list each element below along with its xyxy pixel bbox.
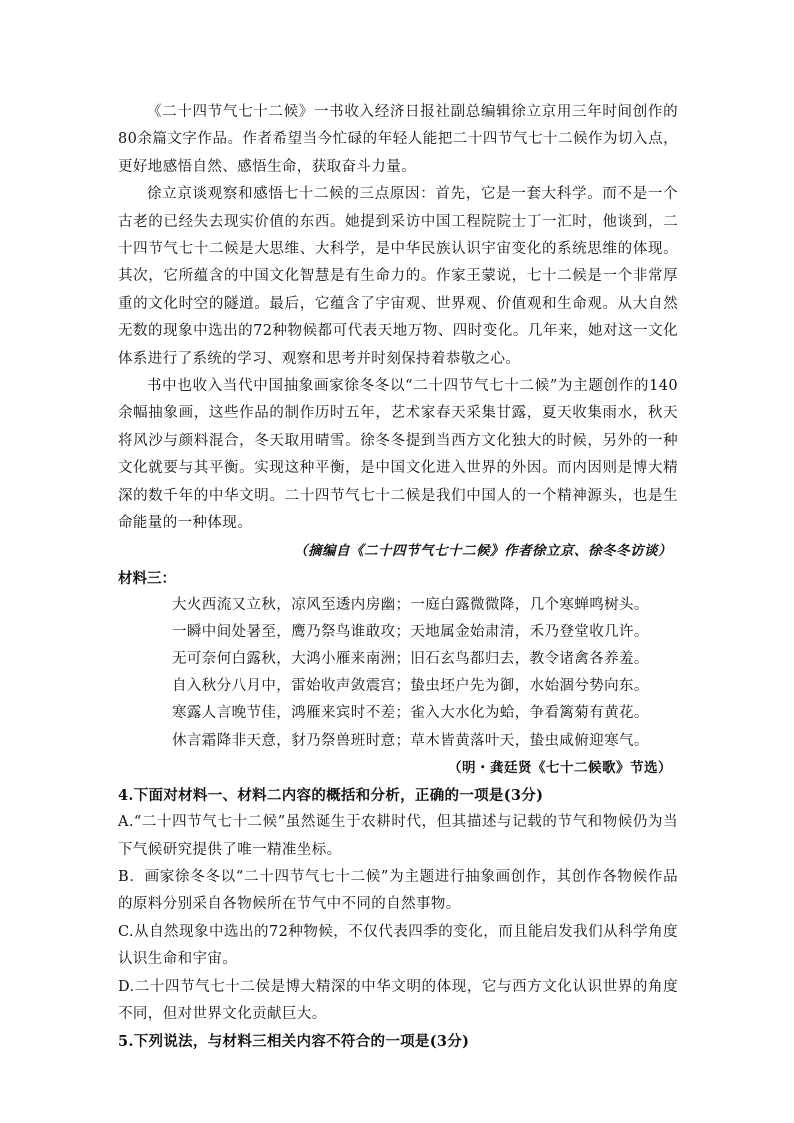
poem-line: 自入秋分八月中，雷始收声敛震宫；蛰虫坯户先为御，水始涸兮势向东。 [172,678,649,695]
poem-line: 休言霜降非天意，豺乃祭兽班时意；草木皆黄落叶天，蛰虫咸俯迎寒气。 [172,732,649,749]
material3-heading: 材料三： [118,569,176,587]
document-content [118,99,678,1056]
material3-source: （明・龚廷贤《七十二候歌》节选） [448,759,672,776]
material3-poem [118,592,678,755]
material2-source: （摘编自《二十四节气七十二候》作者徐立京、徐冬冬访谈） [294,542,672,559]
question-4-stem: 4.下面对材料一、材料二内容的概括和分析，正确的一项是(3分) [118,786,544,804]
poem-line: 大火西流又立秋，凉风至透内房幽；一庭白露微微降，几个寒蝉鸣树头。 [172,596,649,613]
material2-paragraph-3: 书中也收入当代中国抽象画家徐冬冬以“二十四节气七十二候”为主题创作的140余幅抽象画，这些作品的制作历时五年，艺术家春天采集甘露，夏天收集雨水，秋天将风沙与颜料混合，冬天取用晴雪。徐冬冬提到当西方文化独大的时候，另外的一种文化就要与其平衡。实现这种平衡，是中国文化进入世界的外因。而内因则是博大精深的数千年的中华文明。二十四节气七十二候是我们中国人的一个精神源头，也是生命能量的一种体现。 [118,378,678,532]
question-4-option-a: A.“二十四节气七十二候”虽然诞生于农耕时代，但其描述与记载的节气和物候仍为当下气候研究提供了唯一精准坐标。 [118,814,678,858]
poem-line: 寒露人言晚节佳，鸿雁来宾时不差；雀入大水化为蛤，争看篱菊有黄花。 [172,705,649,722]
question-4-option-b: B．画家徐冬冬以“二十四节气七十二候”为主题进行抽象画创作，其创作各物候作品的原料分别采自各物候所在节气中不同的自然事物。 [118,868,678,913]
material2-paragraph-2: 徐立京谈观察和感悟七十二候的三点原因：首先，它是一套大科学。而不是一个古老的已经失去现实价值的东西。她提到采访中国工程院院士丁一汇时，他谈到，二十四节气七十二候是大思维、大科学，是中华民族认识宇宙变化的系统思维的体现。其次，它所蕴含的中国文化智慧是有生命力的。作家王蒙说，七十二候是一个非常厚重的文化时空的隧道。最后，它蕴含了宇宙观、世界观、价值观和生命观。从大自然无数的现象中选出的72种物候都可代表天地万物、四时变化。几年来，她对这一文化体系进行了系统的学习、观察和思考并时刻保持着恭敬之心。 [118,186,678,367]
poem-line: 无可奈何白露秋，大鸿小雁来南洲；旧石玄鸟都归去，教令诸禽各养羞。 [172,650,649,667]
question-5-stem: 5.下列说法，与材料三相关内容不符合的一项是(3分) [118,1033,470,1051]
poem-line: 一瞬中间处暑至，鹰乃祭鸟谁敢攻；天地属金始肃清，禾乃登堂收几许。 [172,623,649,640]
material2-paragraph-1: 《二十四节气七十二候》一书收入经济日报社副总编辑徐立京用三年时间创作的80余篇文字作品。作者希望当今忙碌的年轻人能把二十四节气七十二候作为切入点，更好地感悟自然、感悟生命，获取奋斗力量。 [118,104,678,175]
question-4-option-d: D.二十四节气七十二侯是博大精深的中华文明的体现，它与西方文化认识世界的角度不同，但对世界文化贡献巨大。 [118,978,678,1022]
question-4-option-c: C.从自然现象中选出的72种物候，不仅代表四季的变化，而且能启发我们从科学角度认识生命和宇宙。 [118,923,678,968]
